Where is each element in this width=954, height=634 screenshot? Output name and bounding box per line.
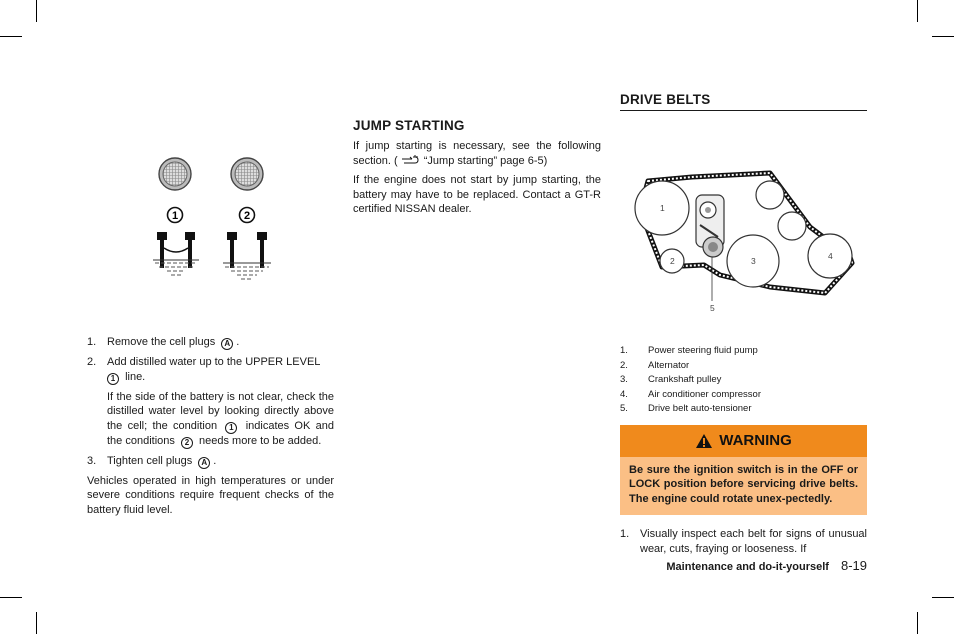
list-item: 4. Air conditioner compressor: [620, 388, 761, 400]
cell-plug-icon: [231, 158, 263, 190]
figure-label-2: [240, 208, 255, 223]
crop-mark: [917, 0, 918, 22]
battery-fluid-figure: [87, 150, 334, 290]
drive-belts-heading: DRIVE BELTS: [620, 92, 867, 111]
svg-text:1: 1: [660, 203, 665, 213]
level-explanation: If the side of the battery is not clear, check the distilled water level by looking directly above the cell; the condition 1 indicates OK and the conditions 2 needs more to be added.: [107, 390, 334, 447]
list-item: 1. Remove the cell plugs A .: [87, 336, 240, 348]
marker-a: A: [198, 457, 210, 469]
marker-1: 1: [225, 422, 237, 434]
warning-triangle-icon: [695, 433, 713, 449]
battery-steps: [87, 335, 334, 385]
list-item: 5. Drive belt auto-tensioner: [620, 403, 752, 414]
svg-text:3: 3: [751, 256, 756, 266]
warning-text: Be sure the ignition switch is in the OFF or LOCK position before servicing drive belts. The engine could rotate unex-pectedly.: [620, 457, 867, 516]
list-item: 1. Power steering fluid pump: [620, 345, 758, 356]
svg-text:2: 2: [670, 256, 675, 266]
hand-pointer-icon: [401, 154, 421, 165]
crop-mark: [932, 597, 954, 598]
cell-plug-icon: [159, 158, 191, 190]
crop-mark: [36, 612, 37, 634]
level-ok-diagram: [153, 232, 199, 275]
footer-section-title: Maintenance and do-it-yourself: [666, 561, 829, 573]
list-item: 3. Tighten cell plugs A .: [87, 454, 217, 467]
drive-belts-section: [620, 92, 867, 561]
crop-mark: [0, 597, 22, 598]
marker-1: 1: [107, 373, 119, 385]
figure-label-1: [168, 208, 183, 223]
list-item: 2. Alternator: [620, 359, 690, 371]
marker-2: 2: [181, 437, 193, 449]
warning-box: [620, 425, 867, 516]
drive-belt-diagram: [620, 115, 867, 313]
jump-paragraph-2: If the engine does not start by jump starting, the battery may have to be replaced. Contact a GT-R certified NISSAN dealer.: [353, 174, 601, 215]
svg-text:5: 5: [710, 303, 715, 313]
belt-legend: [620, 344, 867, 417]
svg-text:4: 4: [828, 251, 833, 261]
belt-steps: [620, 527, 867, 556]
level-low-diagram: [223, 232, 271, 279]
marker-a: A: [221, 338, 233, 350]
crop-mark: [0, 36, 22, 37]
jump-paragraph-1: If jump starting is necessary, see the following section. ( “Jump starting” page 6-5): [353, 140, 601, 167]
warning-header: WARNING: [620, 425, 867, 457]
battery-note: Vehicles operated in high temperatures or under severe conditions require frequent checks of the battery fluid level.: [87, 474, 334, 516]
jump-starting-heading: JUMP STARTING: [353, 118, 465, 133]
list-item: 3. Crankshaft pulley: [620, 374, 722, 385]
page-footer: [666, 558, 867, 573]
crop-mark: [36, 0, 37, 22]
svg-text:2: 2: [243, 210, 251, 222]
battery-steps-cont: [87, 454, 334, 469]
left-column: [87, 150, 334, 522]
crop-mark: [932, 36, 954, 37]
tensioner-icon: [696, 195, 724, 257]
page-number: 8-19: [840, 558, 867, 573]
svg-text:1: 1: [171, 210, 179, 222]
crop-mark: [917, 612, 918, 634]
jump-starting-section: [353, 118, 601, 222]
list-item: 2. Add distilled water up to the UPPER LEVEL 1 line.: [87, 356, 321, 383]
list-item: 1. Visually inspect each belt for signs of unusual wear, cuts, fraying or looseness. If: [620, 528, 867, 555]
